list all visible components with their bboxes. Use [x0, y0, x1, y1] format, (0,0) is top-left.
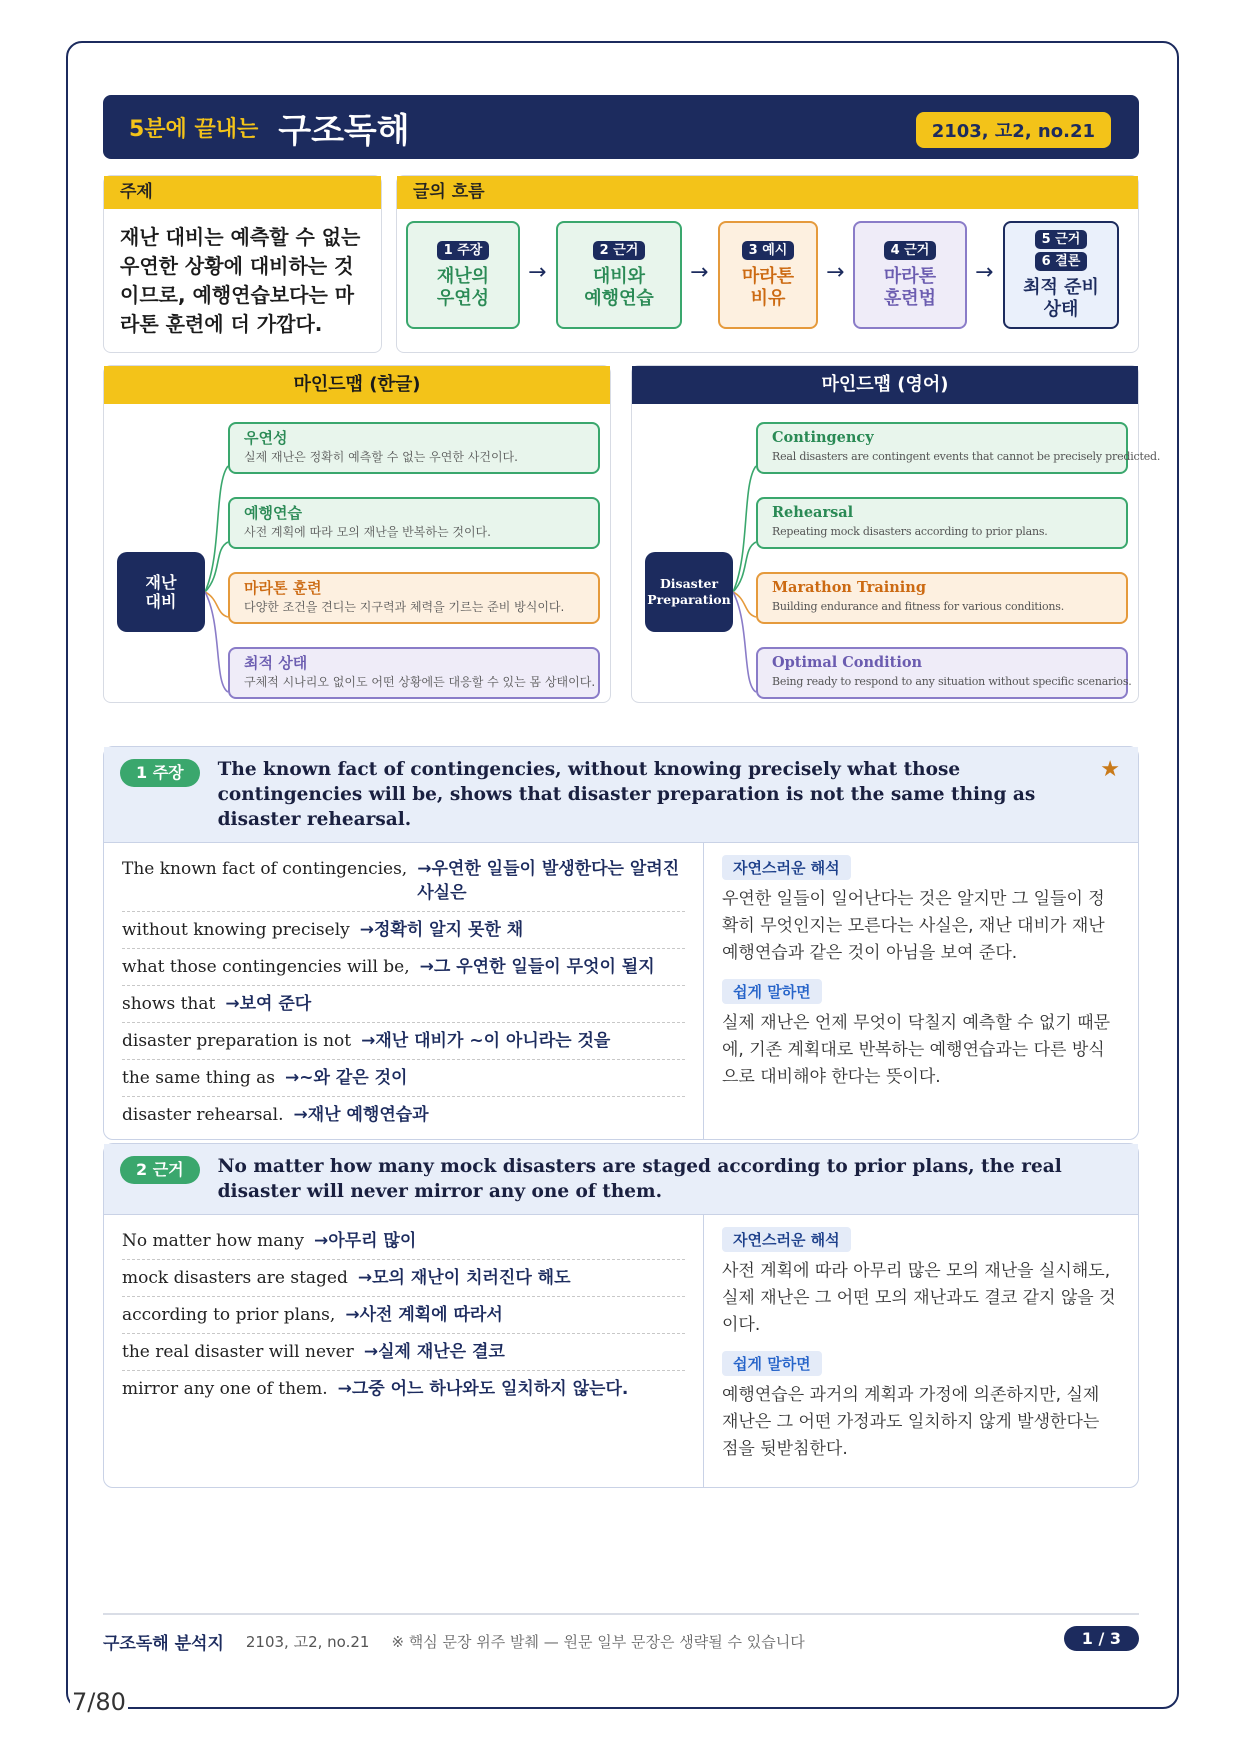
mindmap-node — [228, 647, 600, 699]
flow-step — [853, 221, 967, 329]
chunk-korean: → 그 우연한 일들이 무엇이 될지 — [420, 955, 655, 979]
chunk-row — [122, 1097, 685, 1133]
chunk-english: without knowing precisely — [122, 920, 350, 940]
chunk-english: what those contingencies will be, — [122, 957, 410, 977]
analysis-section-1 — [103, 746, 1139, 1140]
flow-step-tag: 5 근거 — [1035, 230, 1088, 249]
mindmap-node-title: 우연성 — [244, 429, 288, 447]
chunk-korean: → 그중 어느 하나와도 일치하지 않는다. — [338, 1377, 629, 1401]
mindmap-node — [756, 422, 1161, 474]
flow-arrow-icon: → — [528, 260, 547, 285]
mindmap-node-desc: Being ready to respond to any situation without specific scenarios. — [772, 675, 1132, 688]
mindmap-node-title: Rehearsal — [772, 504, 854, 521]
mindmap-node-desc: Building endurance and fitness for various conditions. — [772, 600, 1065, 613]
easy-summary-label: 쉽게 말하면 — [722, 979, 822, 1004]
mindmap-root — [117, 552, 205, 632]
flow-heading: 글의 흐름 — [397, 176, 1138, 209]
brand-subtitle: 5분에 끝내는 — [129, 116, 259, 142]
mindmap-node-desc: 다양한 조건을 견디는 지구력과 체력을 기르는 준비 방식이다. — [244, 600, 565, 614]
chunk-row — [122, 1060, 685, 1097]
flow-step-tag: 2 근거 — [593, 241, 646, 260]
chunk-row — [122, 949, 685, 986]
brand-title: 구조독해 — [278, 110, 410, 151]
mindmap-root-label: 재난 — [145, 573, 177, 592]
footer-note: ※ 핵심 문장 위주 발췌 — 원문 일부 문장은 생략될 수 있습니다 — [391, 1632, 805, 1651]
mindmap-node-title: 최적 상태 — [244, 654, 308, 672]
theme-heading: 주제 — [104, 176, 381, 209]
mindmap-root — [645, 552, 733, 632]
mindmap-node-desc: Repeating mock disasters according to prior plans. — [772, 525, 1048, 538]
chunk-row — [122, 851, 685, 912]
flow-step — [556, 221, 682, 329]
flow-step-label: 마라톤 — [883, 265, 937, 287]
flow-step-label: 상태 — [1043, 298, 1079, 320]
flow-arrow-icon: → — [826, 260, 845, 285]
interpretation-panel — [704, 843, 1138, 1139]
mindmap-english-heading: 마인드맵 (영어) — [632, 366, 1138, 404]
chunk-english: mirror any one of them. — [122, 1379, 328, 1399]
mindmap-english — [631, 365, 1161, 703]
flow-step-label: 마라톤 — [741, 265, 795, 287]
mindmap-node — [756, 572, 1128, 624]
footer — [103, 1626, 1139, 1656]
chunk-row — [122, 912, 685, 949]
mindmap-node-title: 마라톤 훈련 — [244, 579, 322, 597]
mindmap-node — [756, 497, 1128, 549]
mindmap-korean-heading: 마인드맵 (한글) — [104, 366, 610, 404]
flow-step-tag: 3 예시 — [742, 241, 795, 260]
flow-step — [1003, 221, 1119, 329]
natural-translation-text: 우연한 일들이 일어난다는 것은 알지만 그 일들이 정확히 무엇인지는 모른다는 사실은, 재난 대비가 재난 예행연습과 같은 것이 아님을 보여 준다. — [722, 889, 1105, 963]
chunk-english: No matter how many — [122, 1231, 304, 1251]
mindmap-korean — [103, 365, 611, 703]
chunk-korean: → 사전 계획에 따라서 — [345, 1303, 502, 1327]
mindmap-root-label: Preparation — [647, 592, 731, 607]
chunk-list — [104, 843, 704, 1139]
source-badge: 2103, 고2, no.21 — [916, 112, 1111, 148]
theme-panel — [103, 175, 382, 353]
key-sentence: The known fact of contingencies, without knowing precisely what those contingencies will be, shows that disaster preparation is not the same thing as disaster rehearsal. — [217, 759, 1036, 830]
mindmap-node — [228, 572, 600, 624]
chunk-english: mock disasters are staged — [122, 1268, 348, 1288]
chunk-korean: → 재난 예행연습과 — [293, 1103, 428, 1127]
mindmap-node-title: Contingency — [772, 429, 874, 446]
analysis-section-2 — [103, 1143, 1139, 1488]
mindmap-node-title: Optimal Condition — [772, 654, 923, 671]
natural-translation-label: 자연스러운 해석 — [722, 1227, 851, 1252]
footer-divider — [103, 1613, 1139, 1615]
section-tag: 2 근거 — [120, 1156, 200, 1184]
mindmap-node-desc: 실제 재난은 정확히 예측할 수 없는 우연한 사건이다. — [244, 450, 518, 464]
chunk-english: The known fact of contingencies, — [122, 859, 408, 879]
chunk-english: shows that — [122, 994, 216, 1014]
chunk-english: the real disaster will never — [122, 1342, 354, 1362]
chunk-korean: → ~와 같은 것이 — [285, 1066, 407, 1090]
flow-step — [718, 221, 818, 329]
chunk-korean: → 우연한 일들이 발생한다는 알려진 사실은 — [417, 857, 685, 905]
mindmap-node-title: 예행연습 — [244, 504, 302, 522]
mindmap-node-desc: 사전 계획에 따라 모의 재난을 반복하는 것이다. — [244, 525, 491, 539]
flow-step-label: 대비와 — [592, 265, 646, 287]
star-icon: ★ — [1100, 757, 1120, 782]
flow-step-label: 훈련법 — [883, 287, 937, 309]
chunk-list — [104, 1215, 704, 1487]
chunk-korean: → 실제 재난은 결코 — [364, 1340, 505, 1364]
mindmap-node-title: Marathon Training — [772, 579, 926, 596]
chunk-korean: → 아무리 많이 — [314, 1229, 416, 1253]
interpretation-panel — [704, 1215, 1138, 1487]
flow-step-tag: 1 주장 — [437, 241, 490, 260]
footer-title: 구조독해 분석지 — [103, 1633, 224, 1654]
flow-arrow-icon: → — [690, 260, 709, 285]
chunk-korean: → 보여 준다 — [225, 992, 311, 1016]
easy-summary-label: 쉽게 말하면 — [722, 1351, 822, 1376]
section-header — [104, 1144, 1138, 1215]
chunk-korean: → 정확히 알지 못한 채 — [360, 918, 523, 942]
chunk-korean: → 재난 대비가 ~이 아니라는 것을 — [361, 1029, 610, 1053]
chunk-row — [122, 1371, 685, 1407]
chunk-row — [122, 986, 685, 1023]
mindmap-node-desc: 구체적 시나리오 없이도 어떤 상황에든 대응할 수 있는 몸 상태이다. — [244, 675, 596, 689]
mindmap-root-label: Disaster — [659, 576, 719, 591]
easy-summary-text: 예행연습은 과거의 계획과 가정에 의존하지만, 실제 재난은 그 어떤 가정과도 일치하지 않게 발생한다는 점을 뒷받침한다. — [722, 1385, 1100, 1459]
flow-step-label: 최적 준비 — [1023, 276, 1099, 298]
chunk-korean: → 모의 재난이 치러진다 해도 — [358, 1266, 571, 1290]
chunk-row — [122, 1023, 685, 1060]
chunk-row — [122, 1260, 685, 1297]
chunk-english: the same thing as — [122, 1068, 275, 1088]
chunk-row — [122, 1297, 685, 1334]
mindmap-root-label: 대비 — [145, 592, 177, 611]
page-counter: 7/80 — [72, 1688, 126, 1716]
theme-text: 재난 대비는 예측할 수 없는 우연한 상황에 대비하는 것이므로, 예행연습보다는 마라톤 훈련에 더 가깝다. — [120, 225, 361, 336]
chunk-english: disaster preparation is not — [122, 1031, 352, 1051]
flow-step-tag: 6 결론 — [1035, 252, 1088, 271]
flow-step-tag: 4 근거 — [884, 241, 937, 260]
section-tag: 1 주장 — [120, 759, 200, 787]
flow-step-label: 재난의 — [436, 265, 490, 287]
title-banner — [103, 95, 1139, 159]
chunk-english: according to prior plans, — [122, 1305, 336, 1325]
mindmap-node — [228, 422, 600, 474]
chunk-row — [122, 1223, 685, 1260]
flow-step-label: 비유 — [750, 287, 786, 309]
mindmap-node — [228, 497, 600, 549]
easy-summary-text: 실제 재난은 언제 무엇이 닥칠지 예측할 수 없기 때문에, 기존 계획대로 반복하는 예행연습과는 다른 방식으로 대비해야 한다는 뜻이다. — [722, 1013, 1111, 1087]
flow-step-label: 우연성 — [436, 287, 490, 309]
flow-arrow-icon: → — [975, 260, 994, 285]
flow-step — [406, 221, 520, 329]
mindmap-node-desc: Real disasters are contingent events that cannot be precisely predicted. — [772, 450, 1161, 463]
mindmap-node — [756, 647, 1132, 699]
chunk-english: disaster rehearsal. — [122, 1105, 284, 1125]
key-sentence: No matter how many mock disasters are staged according to prior plans, the real disaster will never mirror any one of them. — [217, 1156, 1062, 1202]
chunk-row — [122, 1334, 685, 1371]
flow-step-label: 예행연습 — [584, 287, 654, 309]
section-header — [104, 747, 1138, 843]
natural-translation-label: 자연스러운 해석 — [722, 855, 851, 880]
footer-source-code: 2103, 고2, no.21 — [245, 1632, 370, 1651]
natural-translation-text: 사전 계획에 따라 아무리 많은 모의 재난을 실시해도, 실제 재난은 그 어떤 모의 재난과도 결코 같지 않을 것이다. — [722, 1261, 1116, 1335]
page-indicator: 1 / 3 — [1064, 1626, 1139, 1651]
